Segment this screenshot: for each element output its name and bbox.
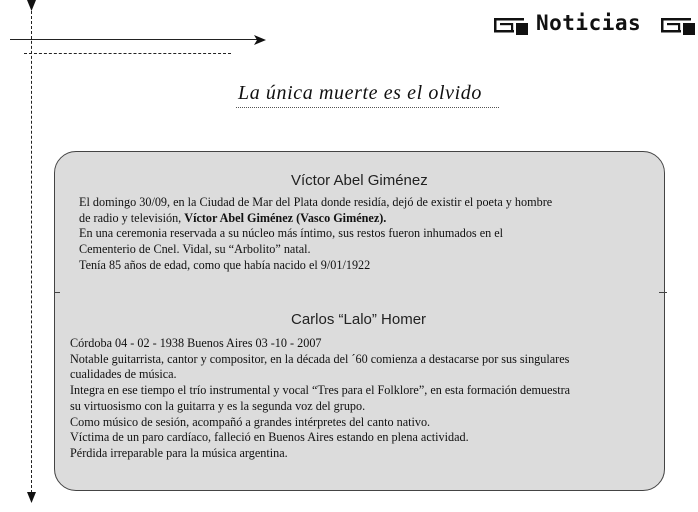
subtitle-underline <box>236 107 499 108</box>
top-horizontal-rule <box>10 39 259 40</box>
article-body <box>79 195 552 274</box>
section-title: Noticias <box>536 11 642 35</box>
dashed-horizontal-guide <box>24 53 231 54</box>
bold-name: Víctor Abel Giménez <box>184 210 294 225</box>
text-line: Notable guitarrista, cantor y compositor, en la década del ´60 comienza a destacarse por sus singulares <box>70 351 570 366</box>
text-line: El domingo 30/09, en la Ciudad de Mar del Plata donde residía, dejó de existir el poeta y hombre <box>79 195 553 209</box>
arrow-right-icon <box>254 35 266 45</box>
card-divider-left <box>54 292 60 293</box>
text-line: de radio y televisión, Víctor Abel Giménez (Vasco Giménez). <box>79 210 387 225</box>
article-body <box>70 336 570 462</box>
subtitle: La única muerte es el olvido <box>238 82 482 104</box>
text-line: Pérdida irreparable para la música argentina. <box>70 445 288 460</box>
text-line: Córdoba 04 - 02 - 1938 Buenos Aires 03 -10 - 2007 <box>70 336 322 350</box>
text-line: En una ceremonia reservada a su núcleo más íntimo, sus restos fueron inhumados en el <box>79 226 504 241</box>
article-name: Carlos “Lalo” Homer <box>291 311 427 328</box>
dashed-vertical-guide <box>31 6 32 498</box>
text-line: su virtuosismo con la guitarra y es la segunda voz del grupo. <box>70 398 366 413</box>
greek-key-ornament-icon-right <box>661 17 695 35</box>
arrow-down-icon-top <box>27 0 36 12</box>
text-line: Como músico de sesión, acompañó a grandes intérpretes del canto nativo. <box>70 414 431 429</box>
arrow-down-icon-bottom <box>27 492 36 504</box>
text-line: cualidades de música. <box>70 367 177 382</box>
article-name: Víctor Abel Giménez <box>291 172 428 189</box>
text-line: Cementerio de Cnel. Vidal, su “Arbolito” natal. <box>79 242 311 257</box>
text-line: Tenía 85 años de edad, como que había nacido el 9/01/1922 <box>79 257 371 272</box>
card-divider-right <box>659 292 667 293</box>
text-line: Integra en ese tiempo el trío instrumental y vocal “Tres para el Folklore”, en esta formación demuestra <box>70 383 571 398</box>
text-line: Víctima de un paro cardíaco, falleció en Buenos Aires estando en plena actividad. <box>70 430 469 445</box>
greek-key-ornament-icon-left <box>494 17 528 35</box>
